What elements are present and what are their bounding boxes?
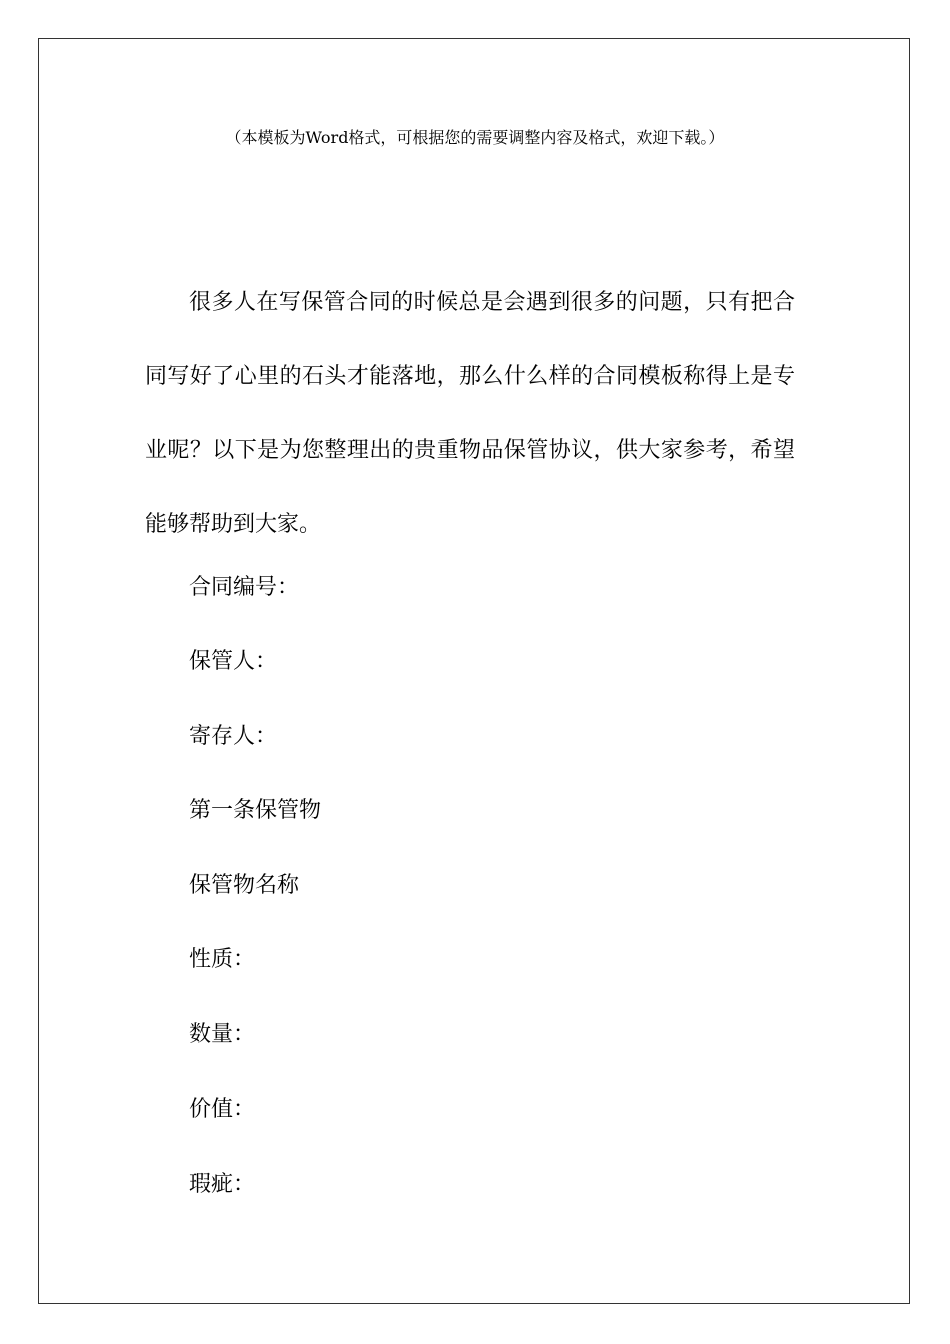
field-quantity: 数量： xyxy=(189,1022,256,1047)
field-defects: 瑕疵： xyxy=(189,1172,256,1197)
article-one-heading: 第一条保管物 xyxy=(189,798,322,823)
field-depositor: 寄存人： xyxy=(189,724,278,749)
intro-paragraph: 很多人在写保管合同的时候总是会遇到很多的问题，只有把合同写好了心里的石头才能落地，那么什么样的合同模板称得上是专业呢？以下是为您整理出的贵重物品保管协议，供大家参考，希望能够帮助到大家。 xyxy=(145,290,795,537)
field-nature: 性质： xyxy=(189,947,256,972)
field-custodian: 保管人： xyxy=(189,649,278,674)
template-note: （本模板为Word格式，可根据您的需要调整内容及格式，欢迎下载。） xyxy=(225,128,725,147)
field-value: 价值： xyxy=(189,1097,256,1122)
field-contract-number: 合同编号： xyxy=(189,575,300,600)
field-item-name: 保管物名称 xyxy=(189,873,300,898)
page-border xyxy=(38,38,910,1304)
